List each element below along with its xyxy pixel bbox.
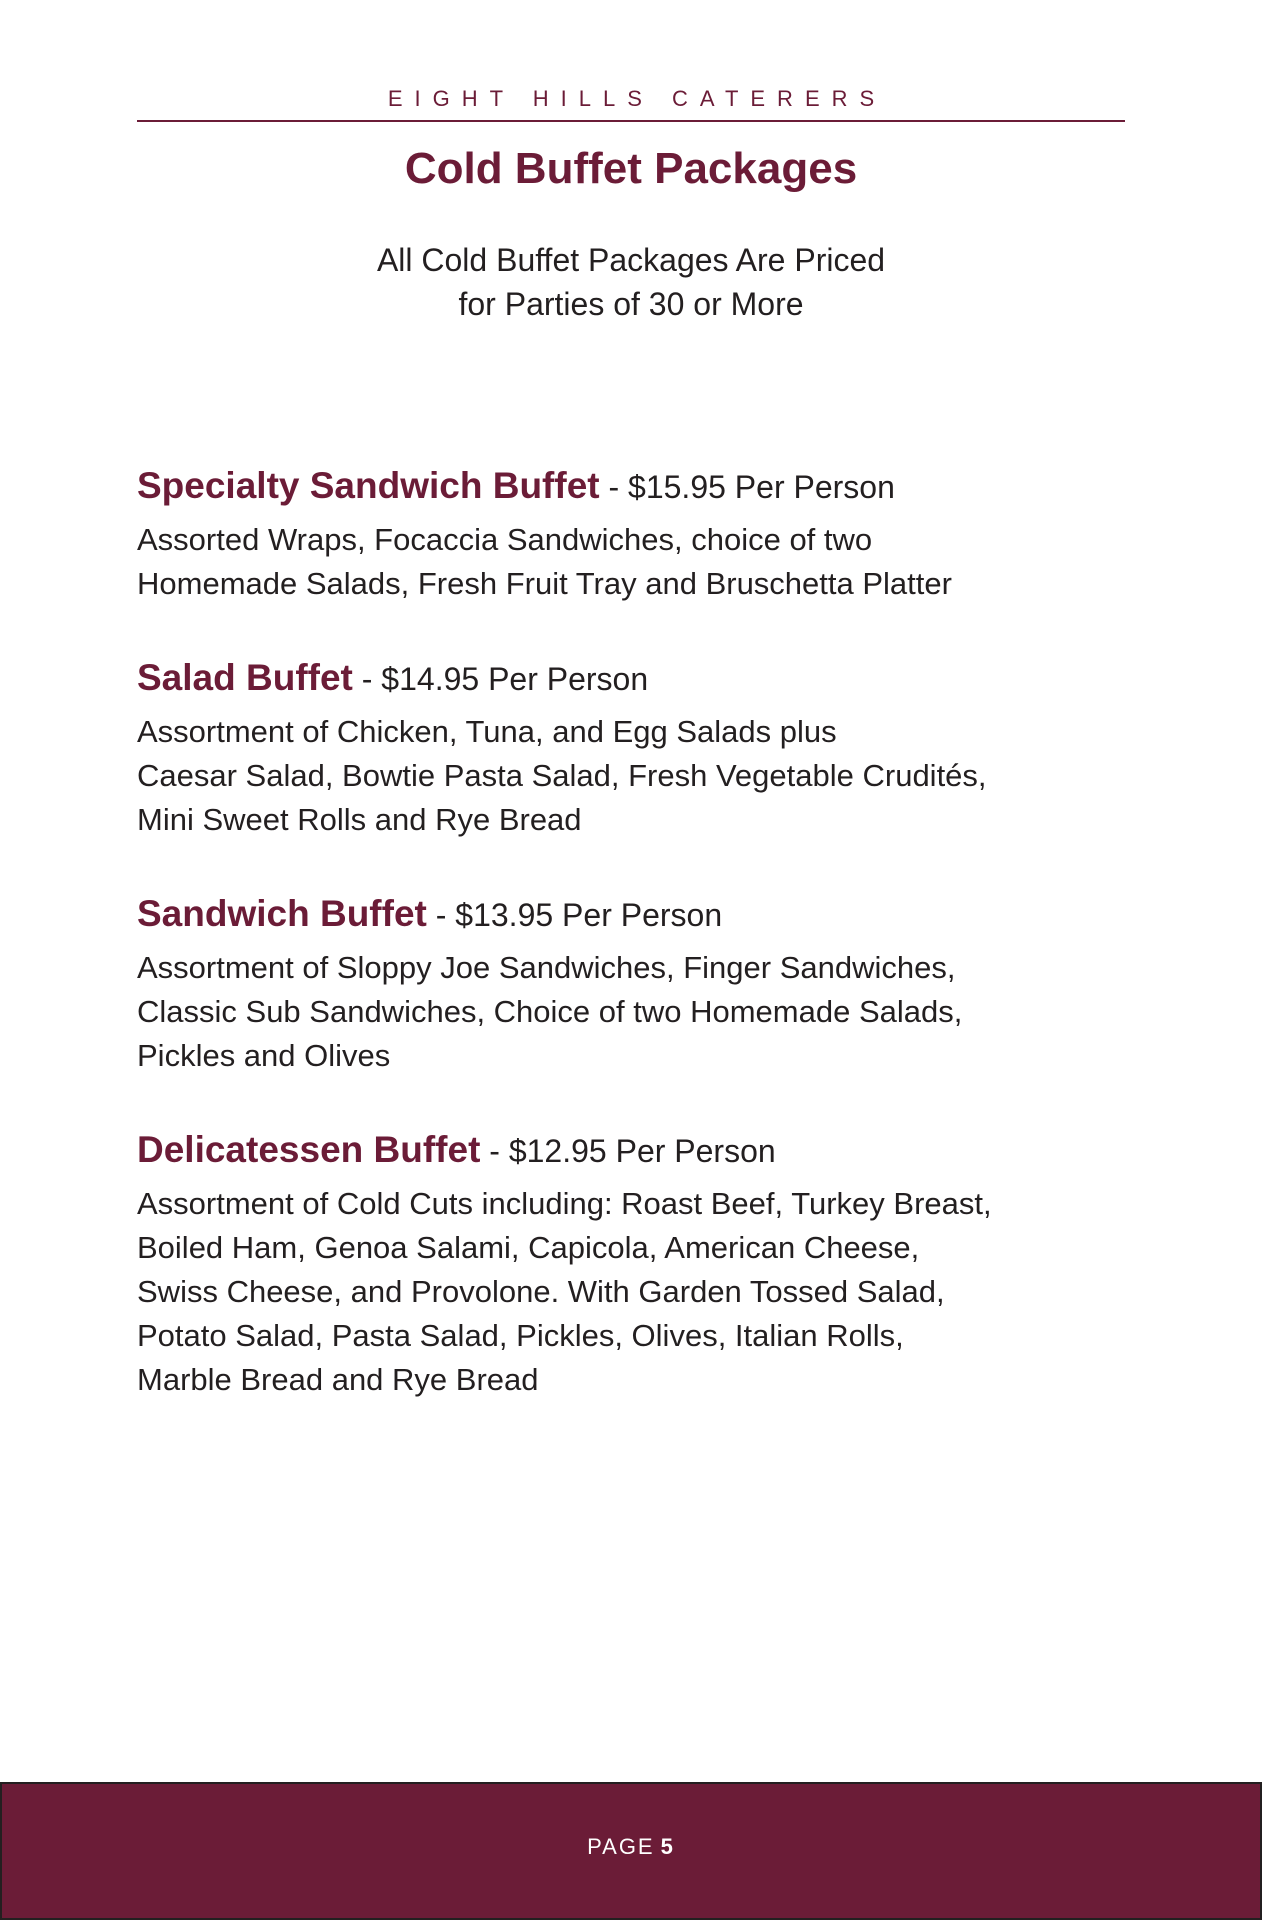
package-heading <box>137 462 1137 518</box>
package-heading <box>137 890 1137 946</box>
package-description: Assortment of Sloppy Joe Sandwiches, Finger Sandwiches, Classic Sub Sandwiches, Choice of two Homemade Salads, Pickles and Olives <box>137 950 963 1073</box>
package-name: Specialty Sandwich Buffet <box>137 465 600 506</box>
page-indicator <box>2 1832 1260 1862</box>
package-heading <box>137 654 1137 710</box>
package-price: - $12.95 Per Person <box>480 1133 776 1169</box>
package-item <box>137 462 1137 606</box>
package-name: Delicatessen Buffet <box>137 1129 481 1170</box>
page-label: PAGE <box>587 1834 655 1859</box>
brand-name: EIGHT HILLS CATERERS <box>387 86 887 111</box>
page-subtitle: All Cold Buffet Packages Are Priced for Parties of 30 or More <box>376 242 886 322</box>
page-number: 5 <box>660 1834 675 1859</box>
package-name: Salad Buffet <box>137 657 353 698</box>
package-heading <box>137 1126 1137 1182</box>
page-footer <box>0 1782 1262 1920</box>
package-price: - $13.95 Per Person <box>426 897 723 933</box>
package-price: - $15.95 Per Person <box>599 469 895 505</box>
package-item <box>137 654 1137 842</box>
package-description: Assorted Wraps, Focaccia Sandwiches, choice of two Homemade Salads, Fresh Fruit Tray and Bruschetta Platter <box>137 522 952 601</box>
package-price: - $14.95 Per Person <box>352 661 649 697</box>
package-item <box>137 890 1137 1078</box>
page-header <box>137 84 1125 114</box>
package-description: Assortment of Chicken, Tuna, and Egg Salads plus Caesar Salad, Bowtie Pasta Salad, Fresh Vegetable Crudités, Mini Sweet Rolls and Rye Bread <box>137 714 987 837</box>
page-title: Cold Buffet Packages <box>404 144 858 193</box>
header-divider <box>137 120 1125 122</box>
package-list <box>137 462 1137 1450</box>
package-item <box>137 1126 1137 1402</box>
package-name: Sandwich Buffet <box>137 893 427 934</box>
package-description: Assortment of Cold Cuts including: Roast Beef, Turkey Breast, Boiled Ham, Genoa Salami, Capicola, American Cheese, Swiss Cheese, and Provolone. With Garden Tossed Salad, Potato Salad, Pasta Salad, Pickles, Olives, Italian Rolls, Marble Bread and Rye Bread <box>137 1186 992 1397</box>
